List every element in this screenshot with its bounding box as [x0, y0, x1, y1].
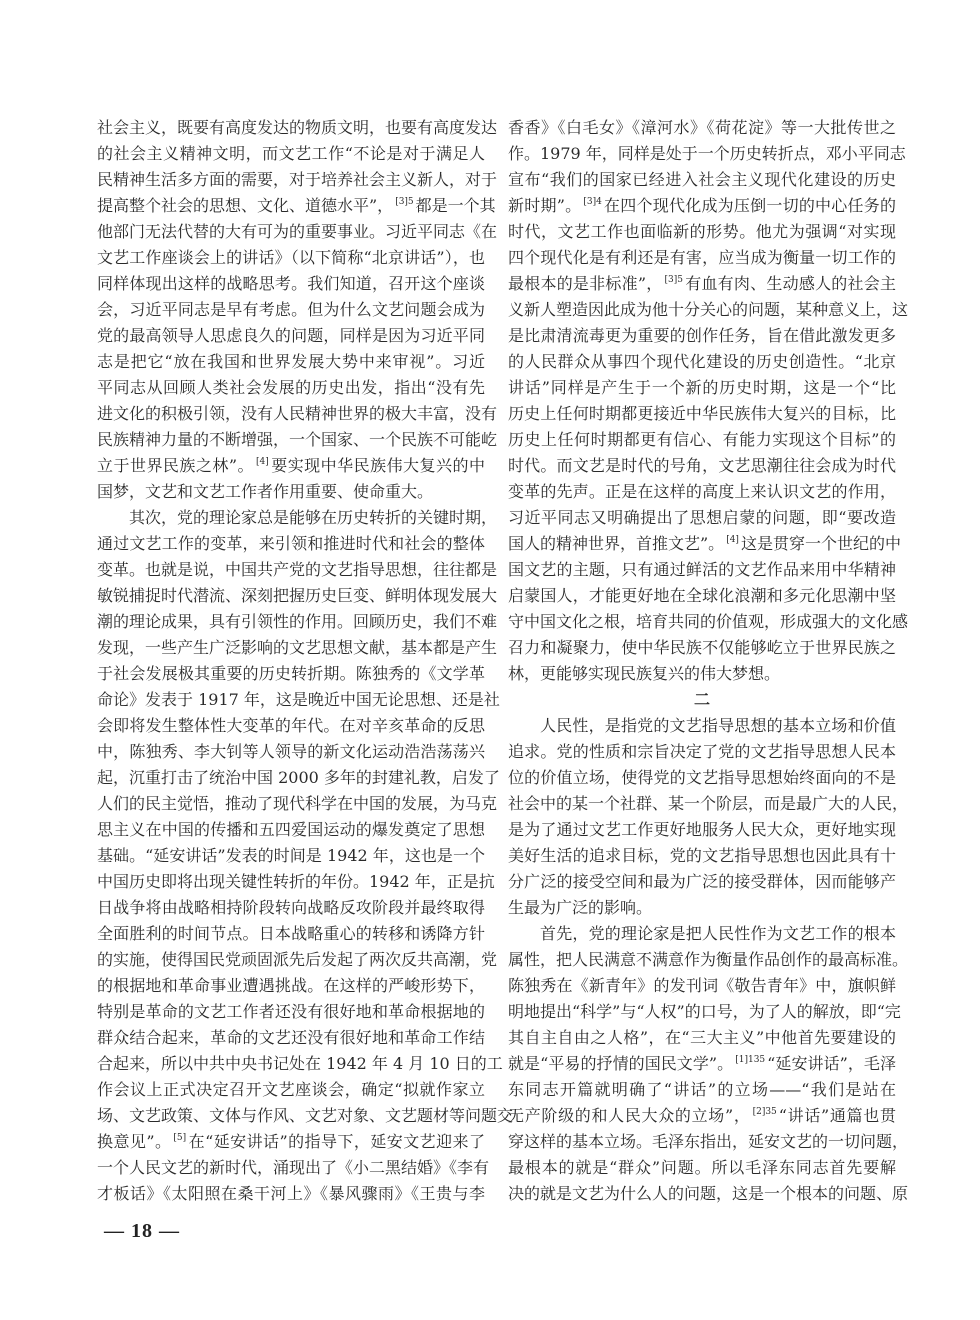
text-line: 启蒙国人，才能更好地在全球化浪潮和多元化思潮中坚: [508, 586, 896, 605]
text-segment: 要实现中华民族伟大复兴的中: [270, 456, 485, 475]
text-line: 义新人塑造因此成为他十分关心的问题，某种意义上，这: [508, 300, 909, 319]
text-line: 美好生活的追求目标，党的文艺指导思想也因此具有十: [508, 846, 896, 865]
text-line: 穿这样的基本立场。毛泽东指出，延安文艺的一切问题，: [508, 1132, 909, 1151]
text-line: [97, 1129, 485, 1155]
text-line: 四个现代化是有利还是有害，应当成为衡量一切工作的: [508, 248, 896, 267]
text-line: 属性，把人民满意不满意作为衡量作品创作的最高标准。: [508, 950, 909, 969]
text-line: 一个人民文艺的新时代，涌现出了《小二黑结婚》《李有: [97, 1158, 490, 1177]
text-line: 其自主自由之人格”，在“三大主义”中他首先要建设的: [508, 1028, 896, 1047]
text-line: 是比肃清流毒更为重要的创作任务，旨在借此激发更多: [508, 326, 896, 345]
text-line: 时代，文艺工作也面临新的形势。他尤为强调“对实现: [508, 222, 896, 241]
text-line: 位的价值立场，使得党的文艺指导思想始终面向的不是: [508, 768, 896, 787]
text-line: 历史上任何时期都更接近中华民族伟大复兴的目标，比: [508, 404, 896, 423]
text-line: 特别是革命的文艺工作者还没有很好地和革命根据地的: [97, 1002, 485, 1021]
text-line: 变革的先声。正是在这样的高度上来认识文艺的作用，: [508, 482, 896, 501]
text-line: 发现，一些产生广泛影响的文艺思想文献，基本都是产生: [97, 638, 498, 657]
citation-reference: [4]: [726, 535, 739, 545]
left-column: [97, 115, 514, 1207]
text-line: 讲话”同样是产生于一个新的历史时期，这是一个“比: [508, 378, 896, 397]
text-line: 才板话》《太阳照在桑干河上》《暴风骤雨》《王贵与李: [97, 1184, 485, 1203]
citation-reference: [3]5: [664, 275, 683, 285]
text-segment: “讲话”通篇也贯: [778, 1106, 896, 1125]
text-line: 是为了通过文艺工作更好地服务人民大众，更好地实现: [508, 820, 896, 839]
citation-reference: [4]: [255, 457, 269, 467]
text-line: 会，习近平同志是早有考虑。但为什么文艺问题会成为: [97, 300, 485, 319]
text-line: [508, 193, 896, 219]
text-line: 生最为广泛的影响。: [508, 898, 653, 917]
text-line: 社会主义，既要有高度发达的物质文明，也要有高度发达: [97, 118, 498, 137]
text-segment: 立于世界民族之林”。: [97, 456, 254, 475]
text-line: 的人民群众从事四个现代化建设的历史创造性。“北京: [508, 352, 896, 371]
text-line: 守中国文化之根，培育共同的价值观，形成强大的文化感: [508, 612, 909, 631]
text-line: 日战争将由战略相持阶段转向战略反攻阶段并最终取得: [97, 898, 485, 917]
text-line: 最根本的就是“群众”问题。所以毛泽东同志首先要解: [508, 1158, 896, 1177]
text-segment: 在四个现代化成为压倒一切的中心任务的: [603, 196, 896, 215]
text-line: 陈独秀在《新青年》的发刊词《敬告青年》中，旗帜鲜: [508, 976, 896, 995]
text-line: 林，更能够实现民族复兴的伟大梦想。: [508, 664, 781, 683]
text-line: 其次，党的理论家总是能够在历史转折的关键时期，: [129, 508, 498, 527]
text-line: 志是把它“放在我国和世界发展大势中来审视”。习近: [97, 352, 485, 371]
citation-reference: [3]5: [395, 197, 414, 207]
text-line: [508, 1051, 896, 1077]
text-segment: 最根本的是非标准”，: [508, 274, 663, 293]
text-line: 中国历史即将出现关键性转折的年份。1942 年，正是抗: [97, 872, 495, 891]
text-line: 社会中的某一个社群、某一个阶层，而是最广大的人民，: [508, 794, 909, 813]
section-heading: 二: [693, 690, 710, 709]
text-segment: 换意见”。: [97, 1132, 172, 1151]
text-line: 人们的民主觉悟，推动了现代科学在中国的发展，为马克: [97, 794, 498, 813]
right-column: [508, 115, 909, 1207]
text-line: 首先，党的理论家是把人民性作为文艺工作的根本: [540, 924, 896, 943]
text-line: 民精神生活多方面的需要，对于培养社会主义新人，对于: [97, 170, 498, 189]
text-line: 敏锐捕捉时代潜流、深刻把握历史巨变、鲜明体现发展大: [97, 586, 498, 605]
text-line: 党的最高领导人思虑良久的问题，同样是因为习近平同: [97, 326, 485, 345]
text-line: 起，沉重打击了统治中国 2000 多年的封建礼教，启发了: [97, 768, 500, 787]
text-line: 全面胜利的时间节点。日本战略重心的转移和诱降方针: [97, 924, 485, 943]
text-line: 变革。也就是说，中国共产党的文艺指导思想，往往都是: [97, 560, 498, 579]
text-line: 会即将发生整体性大变革的年代。在对辛亥革命的反思: [97, 716, 485, 735]
text-segment: 就是“平易的抒情的国民文学”。: [508, 1054, 734, 1073]
text-segment: 这是贯穿一个世纪的中: [740, 534, 901, 553]
text-line: 的社会主义精神文明，而文艺工作“不论是对于满足人: [97, 144, 485, 163]
text-line: 东同志开篇就明确了“讲话”的立场——“我们是站在: [508, 1080, 896, 1099]
text-segment: 无产阶级的和人民大众的立场”，: [508, 1106, 751, 1125]
text-line: [97, 453, 485, 479]
text-line: 合起来，所以中共中央书记处在 1942 年 4 月 10 日的工: [97, 1054, 503, 1073]
text-segment: 都是一个其: [415, 196, 496, 215]
text-line: 分广泛的接受空间和最为广泛的接受群体，因而能够产: [508, 872, 896, 891]
text-segment: “延安讲话”，毛泽: [767, 1054, 896, 1073]
text-line: 群众结合起来，革命的文艺还没有很好地和革命工作结: [97, 1028, 485, 1047]
text-line: 潮的理论成果，具有引领性的作用。回顾历史，我们不难: [97, 612, 498, 631]
text-line: 国文艺的主题，只有通过鲜活的文艺作品来用中华精神: [508, 560, 896, 579]
text-line: 香香》《白毛女》《漳河水》《荷花淀》等一大批传世之: [508, 118, 896, 137]
text-segment: 新时期”。: [508, 196, 582, 215]
text-line: 的实施，使得国民党顽固派先后发起了两次反共高潮，党: [97, 950, 498, 969]
text-segment: 国人的精神世界，首推文艺”。: [508, 534, 725, 553]
text-segment: 有血有肉、生动感人的社会主: [684, 274, 896, 293]
text-line: 决的就是文艺为什么人的问题，这是一个根本的问题、原: [508, 1184, 909, 1203]
text-line: 场、文艺政策、文体与作风、文艺对象、文艺题材等问题交: [97, 1106, 514, 1125]
text-segment: 提高整个社会的思想、文化、道德水平”，: [97, 196, 394, 215]
text-line: 时代。而文艺是时代的号角，文艺思潮往往会成为时代: [508, 456, 896, 475]
text-line: 于社会发展极其重要的历史转折期。陈独秀的《文学革: [97, 664, 485, 683]
citation-reference: [2]35: [752, 1107, 777, 1117]
text-line: 平同志从回顾人类社会发展的历史出发，指出“没有先: [97, 378, 485, 397]
text-line: 文艺工作座谈会上的讲话》（以下简称“北京讲话”），也: [97, 248, 485, 267]
page-number: — 18 —: [104, 1220, 180, 1242]
citation-reference: [1]135: [735, 1055, 766, 1065]
text-line: 宣布“我们的国家已经进入社会主义现代化建设的历史: [508, 170, 896, 189]
text-line: [508, 1103, 896, 1129]
text-line: 同样体现出这样的战略思考。我们知道，召开这个座谈: [97, 274, 485, 293]
text-line: 的根据地和革命事业遭遇挑战。在这样的严峻形势下，: [97, 976, 485, 995]
text-line: 民族精神力量的不断增强，一个国家、一个民族不可能屹: [97, 430, 498, 449]
text-line: 明地提出“科学”与“人权”的口号，为了人的解放，即“完: [508, 1002, 901, 1021]
text-line: 追求。党的性质和宗旨决定了党的文艺指导思想人民本: [508, 742, 896, 761]
text-line: 国梦，文艺和文艺工作者作用重要、使命重大。: [97, 482, 434, 501]
text-line: 进文化的积极引领，没有人民精神世界的极大丰富，没有: [97, 404, 498, 423]
text-line: 历史上任何时期都更有信心、有能力实现这个目标”的: [508, 430, 896, 449]
text-line: 中，陈独秀、李大钊等人领导的新文化运动浩浩荡荡兴: [97, 742, 485, 761]
text-line: 命论》发表于 1917 年，这是晚近中国无论思想、还是社: [97, 690, 500, 709]
text-line: 习近平同志又明确提出了思想启蒙的问题，即“要改造: [508, 508, 896, 527]
citation-reference: [5]: [173, 1133, 187, 1143]
text-line: 作会议上正式决定召开文艺座谈会，确定“拟就作家立: [97, 1080, 485, 1099]
text-line: [97, 193, 496, 219]
text-line: 作。1979 年，同样是处于一个历史转折点，邓小平同志: [508, 144, 906, 163]
citation-reference: [3]4: [583, 197, 602, 207]
text-line: 基础。“延安讲话”发表的时间是 1942 年，这也是一个: [97, 846, 485, 865]
text-line: [508, 531, 901, 557]
text-line: 思主义在中国的传播和五四爱国运动的爆发奠定了思想: [97, 820, 485, 839]
text-line: 他部门无法代替的大有可为的重要事业。习近平同志《在: [97, 222, 498, 241]
text-line: 召力和凝聚力，使中华民族不仅能够屹立于世界民族之: [508, 638, 896, 657]
text-line: 通过文艺工作的变革，来引领和推进时代和社会的整体: [97, 534, 485, 553]
text-line: [508, 271, 896, 297]
text-segment: 在“延安讲话”的指导下，延安文艺迎来了: [188, 1132, 485, 1151]
text-line: 人民性，是指党的文艺指导思想的基本立场和价值: [540, 716, 896, 735]
